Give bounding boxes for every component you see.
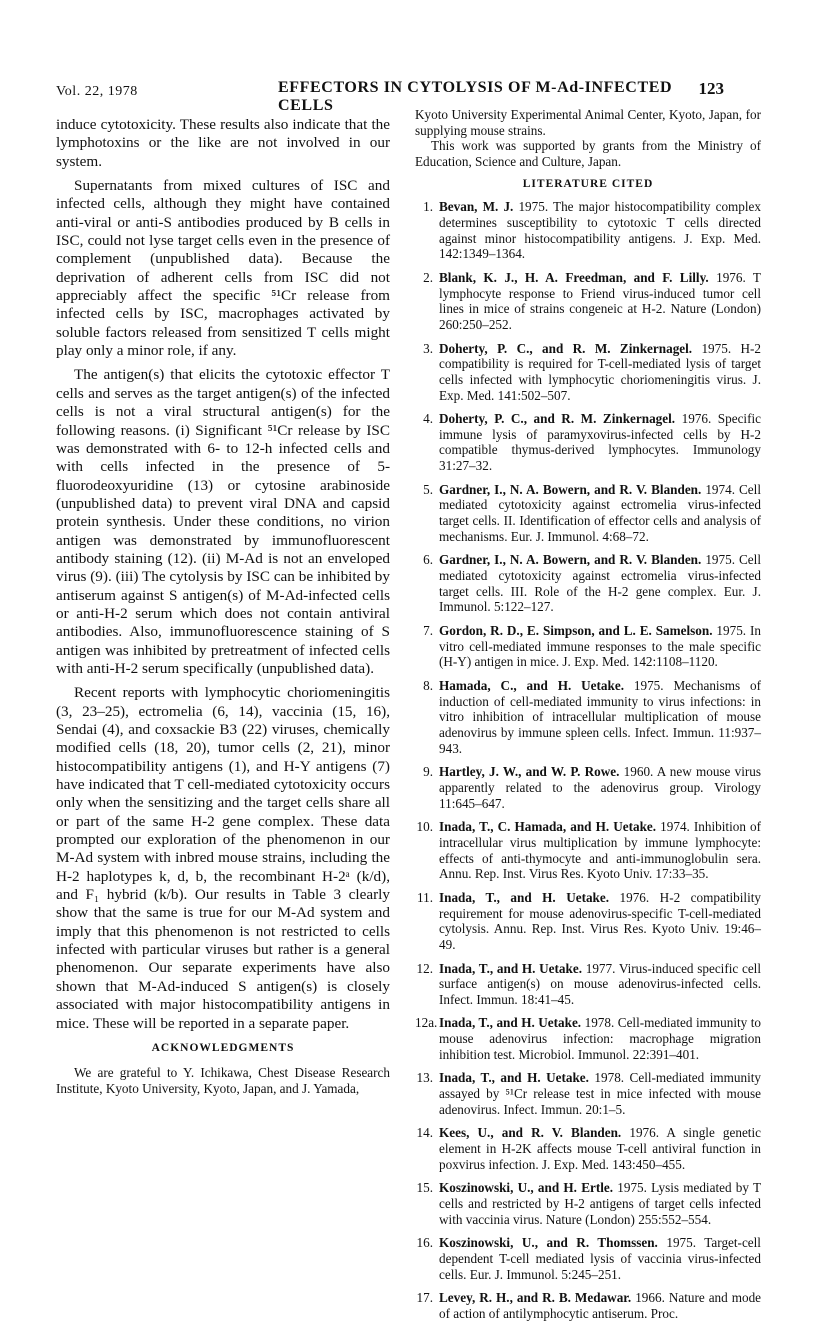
reference-item: [415, 411, 761, 474]
reference-authors: Levey, R. H., and R. B. Medawar.: [439, 1290, 632, 1306]
reference-authors: Doherty, P. C., and R. M. Zinkernagel.: [439, 411, 676, 427]
reference-number: 17.: [416, 1290, 433, 1306]
reference-text: 1975. In vitro cell-mediated immune responses to the male specific (H-Y) antigen in mice. J. Exp. Med. 142:1108–1120.: [439, 623, 761, 670]
reference-text: 1974. Inhibition of intracellular virus multiplication by immune lymphocyte: effects of anti-thymocyte and anti-immunoglobulin sera. Annu. Rep. Inst. Virus Res. Kyoto Univ. 17:33–35.: [439, 819, 761, 882]
acknowledgments-continued: Kyoto University Experimental Animal Center, Kyoto, Japan, for supplying mouse strains.: [415, 107, 761, 138]
reference-text: 1975. The major histocompatibility complex determines susceptibility to cytotoxic T cells directed against minor histocompatibility antigens. J. Exp. Med. 142:1349–1364.: [439, 199, 761, 262]
page-number: 123: [698, 79, 724, 98]
reference-authors: Inada, T., and H. Uetake.: [439, 960, 582, 976]
support-statement: This work was supported by grants from the Ministry of Education, Science and Culture, Japan.: [415, 138, 761, 169]
reference-number: 8.: [423, 678, 433, 693]
reference-item: [415, 270, 761, 333]
reference-item: [415, 1015, 761, 1062]
reference-item: [415, 1235, 761, 1282]
reference-authors: Inada, T., and H. Uetake.: [439, 889, 610, 905]
body-paragraph: The antigen(s) that elicits the cytotoxic effector T cells and serves as the target antigen(s) of the infected cells is not a viral structural antigen(s) for the following reasons. (i) Significant ⁵¹Cr release by ISC was demonstrated with 6- to 12-h infected cells and with cells infected in the presence of 5-fluorodeoxyuridine (13) or cytosine arabinoside (unpublished data) to prevent viral DNA and capsid protein synthesis. Under these conditions, no virion antigen was demonstrated by immunofluorescent antibody staining (12). (ii) M-Ad is not an enveloped virus (9). (iii) The cytolysis by ISC can be inhibited by antiserum against S antigen(s) of M-Ad-infected cells or anti-H-2 serum which does not contain antiviral antibodies. Also, immunofluorescence staining of S antigen was inhibited by pretreatment of infected cells with anti-H-2 serum specifically (unpublished data).: [56, 366, 390, 677]
reference-text: 1976. T lymphocyte response to Friend virus-induced tumor cell lines in mice of strains congeneic at H-2. Nature (London) 260:250–252.: [439, 269, 761, 332]
reference-item: [415, 482, 761, 545]
reference-item: [415, 1180, 761, 1227]
reference-authors: Gardner, I., N. A. Bowern, and R. V. Blanden.: [439, 481, 702, 497]
reference-item: [415, 552, 761, 615]
right-column: [415, 107, 761, 1330]
reference-text: 1978. Cell-mediated immunity assayed by ⁵¹Cr release test in mice infected with mouse adenovirus. Infect. Immun. 20:1–5.: [439, 1070, 761, 1117]
volume-label: Vol. 22, 1978: [56, 84, 138, 99]
reference-number: 2.: [423, 269, 433, 285]
left-column: [56, 116, 390, 1098]
reference-authors: Koszinowski, U., and H. Ertle.: [439, 1180, 614, 1196]
reference-authors: Inada, T., C. Hamada, and H. Uetake.: [439, 819, 657, 835]
reference-number: 12.: [416, 960, 433, 976]
body-paragraph: Supernatants from mixed cultures of ISC and infected cells, although they might have contained anti-viral or anti-S antibodies produced by B cells in ISC, could not lyse target cells even in the presence of complement (unpublished data). Because the deprivation of adherent cells from ISC did not appreciably affect the specific ⁵¹Cr release from infected cells by ISC, macrophages activated by soluble factors released from sensitized T cells might play only a minor role, if any.: [56, 177, 390, 360]
reference-item: [415, 1290, 761, 1321]
reference-text: 1975. Target-cell dependent T-cell mediated lysis of vaccinia virus-infected cells. Eur. J. Immunol. 5:245–251.: [439, 1235, 761, 1282]
reference-item: [415, 341, 761, 404]
reference-authors: Hartley, J. W., and W. P. Rowe.: [439, 764, 620, 780]
reference-number: 12a.: [415, 1015, 438, 1031]
reference-text: 1976. A single genetic element in H-2K affects mouse T-cell antiviral function in poxvirus infection. J. Exp. Med. 143:450–455.: [439, 1125, 761, 1172]
reference-authors: Gordon, R. D., E. Simpson, and L. E. Samelson.: [439, 623, 713, 639]
reference-item: [415, 764, 761, 811]
reference-text: 1960. A new mouse virus apparently related to the adenovirus group. Virology 11:645–647.: [439, 764, 761, 811]
reference-number: 13.: [416, 1070, 433, 1086]
reference-number: 10.: [416, 819, 433, 835]
reference-number: 7.: [423, 623, 433, 639]
reference-authors: Inada, T., and H. Uetake.: [439, 1015, 582, 1031]
reference-item: [415, 961, 761, 1008]
reference-number: 15.: [416, 1180, 433, 1196]
reference-item: [415, 890, 761, 953]
reference-authors: Gardner, I., N. A. Bowern, and R. V. Blanden.: [439, 552, 702, 568]
reference-authors: Doherty, P. C., and R. M. Zinkernagel.: [439, 340, 693, 356]
acknowledgments-heading: ACKNOWLEDGMENTS: [151, 1041, 295, 1054]
acknowledgments-text: We are grateful to Y. Ichikawa, Chest Disease Research Institute, Kyoto University, Kyoto, Japan, and J. Yamada,: [56, 1065, 390, 1097]
reference-text: 1974. Cell mediated cytotoxicity against ectromelia virus-infected target cells. II. Identification of effector cells and analysis of mechanisms. Eur. J. Immunol. 4:68–72.: [439, 481, 761, 544]
reference-item: [415, 623, 761, 670]
reference-list: [415, 199, 761, 1321]
reference-number: 4.: [423, 411, 433, 427]
reference-authors: Hamada, C., and H. Uetake.: [439, 678, 624, 693]
running-header: [56, 76, 724, 114]
reference-authors: Inada, T., and H. Uetake.: [439, 1070, 589, 1086]
reference-text: 1978. Cell-mediated immunity to mouse adenovirus infection: macrophage migration inhibition test. Microbiol. Immunol. 22:391–401.: [439, 1015, 762, 1062]
reference-number: 5.: [423, 481, 433, 497]
reference-text: 1975. H-2 compatibility is required for T-cell-mediated lysis of target cells infected with lymphocytic choriomeningitis virus. J. Exp. Med. 141:502–507.: [439, 340, 762, 403]
reference-number: 11.: [417, 889, 433, 905]
reference-text: 1976. Specific immune lysis of paramyxovirus-infected cells by H-2 compatible thymus-derived lymphocytes. Immunology 31:27–32.: [439, 411, 761, 474]
reference-text: 1966. Nature and mode of action of antilymphocytic antiserum. Proc.: [439, 1290, 762, 1321]
reference-number: 16.: [416, 1235, 433, 1251]
running-title: EFFECTORS IN CYTOLYSIS OF M-Ad-INFECTED CELLS: [278, 79, 673, 114]
reference-authors: Blank, K. J., H. A. Freedman, and F. Lilly.: [439, 269, 709, 285]
body-paragraph: induce cytotoxicity. These results also indicate that the lymphotoxins or the like are not involved in our system.: [56, 116, 390, 170]
reference-number: 3.: [423, 340, 433, 356]
reference-number: 9.: [423, 764, 433, 780]
reference-authors: Koszinowski, U., and R. Thomssen.: [439, 1235, 658, 1251]
reference-text: 1975. Cell mediated cytotoxicity against ectromelia virus-infected target cells. III. Role of the H-2 gene complex. Eur. J. Immunol. 5:122–127.: [439, 552, 761, 615]
reference-item: [415, 199, 761, 262]
literature-cited-heading: LITERATURE CITED: [522, 177, 654, 190]
reference-text: 1977. Virus-induced specific cell surface antigen(s) on mouse adenovirus-infected cells. Infect. Immun. 18:41–45.: [439, 960, 761, 1007]
reference-text: 1976. H-2 compatibility requirement for mouse adenovirus-specific T-cell-mediated cytolysis. Annu. Rep. Inst. Virus Res. Kyoto Univ. 19:46–49.: [439, 889, 761, 952]
reference-authors: Kees, U., and R. V. Blanden.: [439, 1125, 622, 1141]
reference-item: [415, 678, 761, 756]
body-paragraph: Recent reports with lymphocytic choriomeningitis (3, 23–25), ectromelia (6, 14), vaccinia (15, 16), Sendai (4), and coxsackie B3 (22) viruses, chemically modified cells (18, 20), tumor cells (2, 21), minor histocompatibility antigens (1), and H-Y antigens (7) have indicated that T cell-mediated cytotoxicity occurs only when the sensitizing and the target cells share all or part of the same H-2 gene complex. These data prompted our exploration of the phenomenon in our M-Ad system with inbred mouse strains, including the H-2 haplotypes k, d, b, the recombinant H-2ᵃ (k/d), and F₁ hybrid (k/b). Our results in Table 3 clearly show that the same is true for our M-Ad system and imply that this phenomenon is not restricted to cells infected with particular viruses but rather is a general phenomenon. Our separate experiments have also shown that M-Ad-induced S antigen(s) is closely associated with major histocompatibility antigens in mice. These will be reported in a separate paper.: [56, 684, 390, 1032]
reference-item: [415, 1070, 761, 1117]
reference-number: 1.: [423, 199, 433, 215]
reference-authors: Bevan, M. J.: [439, 199, 514, 215]
reference-text: 1975. Mechanisms of induction of cell-mediated immunity to virus infections: in vitro inhibition of intracellular multiplication of mouse adenovirus by immune spleen cells. Infect. Immun. 11:937–943.: [439, 678, 761, 756]
reference-number: 6.: [423, 552, 433, 568]
reference-text: 1975. Lysis mediated by T cells and restricted by H-2 antigens of target cells infected with vaccinia virus. Nature (London) 255:552–554.: [439, 1180, 761, 1227]
reference-item: [415, 1125, 761, 1172]
reference-item: [415, 819, 761, 882]
reference-number: 14.: [416, 1125, 433, 1141]
